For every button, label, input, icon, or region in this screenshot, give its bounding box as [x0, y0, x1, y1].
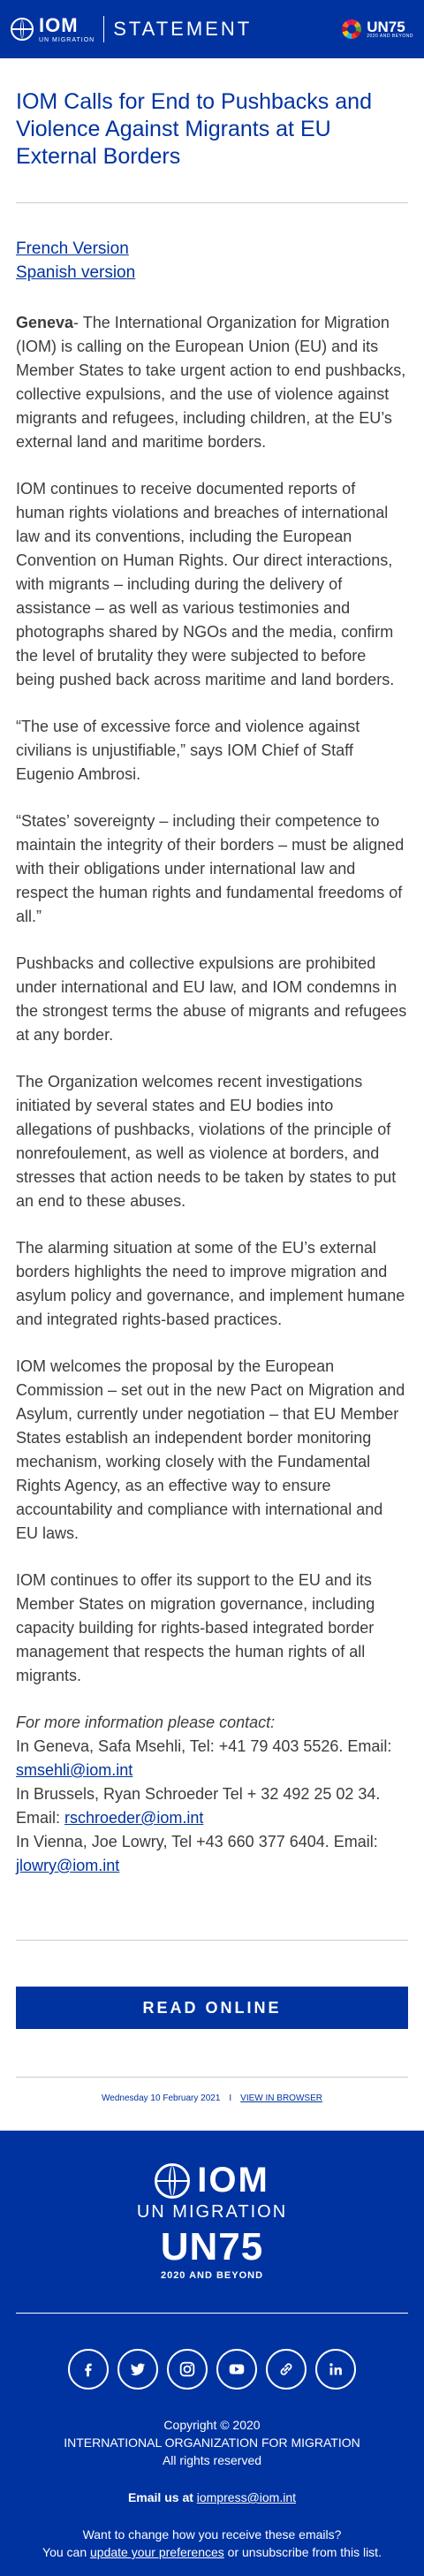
- footer-divider: [16, 2313, 408, 2314]
- paragraph: The alarming situation at some of the EU’s external borders highlights the need to improve migration and asylum policy and governance, and implement humane and integrated rights-based practices.: [16, 1239, 405, 1328]
- footer: [0, 2131, 424, 2576]
- lead-paragraph: [16, 311, 408, 454]
- send-date: Wednesday 10 February 2021: [102, 2093, 221, 2103]
- separator: I: [229, 2093, 232, 2103]
- header-divider: [103, 16, 104, 42]
- contact-email: [0, 2490, 424, 2504]
- language-links: [16, 237, 408, 285]
- link-icon[interactable]: [266, 2349, 307, 2390]
- paragraph: Pushbacks and collective expulsions are prohibited under international and EU law, and IOM condemns in the strongest terms the abuse of migrants and refugees at any border.: [16, 954, 407, 1044]
- copyright-block: [0, 2416, 424, 2469]
- geneva-email-link[interactable]: smsehli@iom.int: [16, 1761, 133, 1779]
- youtube-icon[interactable]: [216, 2349, 257, 2390]
- main-content: [0, 58, 424, 2131]
- header-bar: [0, 0, 424, 58]
- un75-label: UN75: [367, 19, 405, 35]
- date-line: [16, 2078, 408, 2131]
- view-in-browser-link[interactable]: VIEW IN BROWSER: [240, 2093, 322, 2103]
- facebook-icon[interactable]: [68, 2349, 109, 2390]
- globe-icon: [155, 2163, 190, 2199]
- paragraph: The Organization welcomes recent investigations initiated by several states and EU bodies into allegations of pushbacks, violations of the principle of nonrefoulement, as well as violence at borders, and stresses that action needs to be taken by states to put an end to these abuses.: [16, 1073, 397, 1210]
- header-label: STATEMENT: [113, 18, 253, 40]
- french-version-link[interactable]: French Version: [16, 239, 129, 258]
- divider: [16, 1940, 408, 1941]
- contact-brussels: In Brussels, Ryan Schroeder Tel + 32 492 25 02 34. Email: rschroeder@iom.int: [16, 1785, 381, 1827]
- paragraph: IOM continues to receive documented reports of human rights violations and breaches of international law and its conventions, including the European Convention on Human Rights. Our direct interactions, with migrants – including during the delivery of assistance – as well as various testimonies and photographs shared by NGOs and the media, confirm the level of brutality they were subjected to before being pushed back across maritime and land borders.: [16, 480, 395, 688]
- un75-sub: 2020 AND BEYOND: [367, 34, 413, 39]
- press-email-link[interactable]: iompress@iom.int: [196, 2490, 297, 2504]
- page-title: IOM Calls for End to Pushbacks and Violence Against Migrants at EU External Borders: [16, 89, 372, 169]
- paragraph: “The use of excessive force and violence against civilians is unjustifiable,” says IOM Chief of Staff Eugenio Ambrosi.: [16, 718, 360, 783]
- logo-sub: UN MIGRATION: [39, 36, 95, 43]
- vienna-email-link[interactable]: jlowry@iom.int: [16, 1857, 120, 1874]
- instagram-icon[interactable]: [167, 2349, 208, 2390]
- social-links: [0, 2349, 424, 2390]
- preferences-block: Want to change how you receive these emails? You can update your preferences or unsubscribe from this list.: [0, 2526, 424, 2561]
- footer-logo-sub: UN MIGRATION: [136, 2202, 288, 2222]
- linkedin-icon[interactable]: [315, 2349, 356, 2390]
- article-body: [16, 311, 408, 1688]
- paragraph: IOM continues to offer its support to the EU and its Member States on migration governance, including capacity building for rights-based integrated border management that respects the human rights of all migrants.: [16, 1571, 375, 1684]
- dateline-location: Geneva: [16, 314, 74, 331]
- sdg-wheel-icon: [342, 19, 361, 39]
- copyright-text: Copyright © 2020: [163, 2418, 261, 2432]
- footer-un75: UN75: [160, 2225, 264, 2268]
- read-online-button[interactable]: READ ONLINE: [16, 1987, 408, 2029]
- org-name: INTERNATIONAL ORGANIZATION FOR MIGRATION: [64, 2435, 360, 2450]
- globe-icon: [11, 18, 34, 41]
- contact-geneva: In Geneva, Safa Msehli, Tel: +41 79 403 5526. Email: smsehli@iom.int: [16, 1737, 392, 1779]
- paragraph: IOM welcomes the proposal by the European Commission – set out in the new Pact on Migration and Asylum, currently under negotiation – that EU Member States establish an independent border monitoring mechanism, working closely with the Fundamental Rights Agency, as an effective way to ensure accountability and compliance with international and EU laws.: [16, 1357, 405, 1542]
- footer-un75-sub: 2020 AND BEYOND: [160, 2270, 264, 2281]
- divider: [16, 202, 408, 203]
- contact-heading: For more information please contact:: [16, 1714, 276, 1731]
- logo-word: IOM: [39, 13, 79, 36]
- iom-logo[interactable]: [11, 13, 253, 43]
- email-label: Email us at: [127, 2490, 193, 2504]
- footer-logo[interactable]: [0, 2161, 424, 2281]
- contact-vienna: In Vienna, Joe Lowry, Tel +43 660 377 6404. Email: jlowry@iom.int: [16, 1833, 378, 1874]
- rights-text: All rights reserved: [162, 2453, 262, 2467]
- un75-logo: [342, 19, 413, 39]
- contact-info: [16, 1711, 408, 1878]
- paragraph: “States’ sovereignty – including their competence to maintain the integrity of their borders – must be aligned with their obligations under international law and respect the human rights and fundamental freedoms of all.”: [16, 812, 405, 925]
- twitter-icon[interactable]: [117, 2349, 158, 2390]
- change-question: Want to change how you receive these emails?: [82, 2527, 342, 2542]
- lead-text: - The International Organization for Migration (IOM) is calling on the European Union (EU) and its Member States to take urgent action to end pushbacks, collective expulsions, and the use of violence against migrants and refugees, including children, at the EU’s external land and maritime borders.: [16, 314, 406, 451]
- update-preferences-link[interactable]: update your preferences: [90, 2545, 224, 2559]
- footer-logo-word: IOM: [197, 2161, 269, 2200]
- spanish-version-link[interactable]: Spanish version: [16, 263, 136, 282]
- brussels-email-link[interactable]: rschroeder@iom.int: [64, 1809, 204, 1827]
